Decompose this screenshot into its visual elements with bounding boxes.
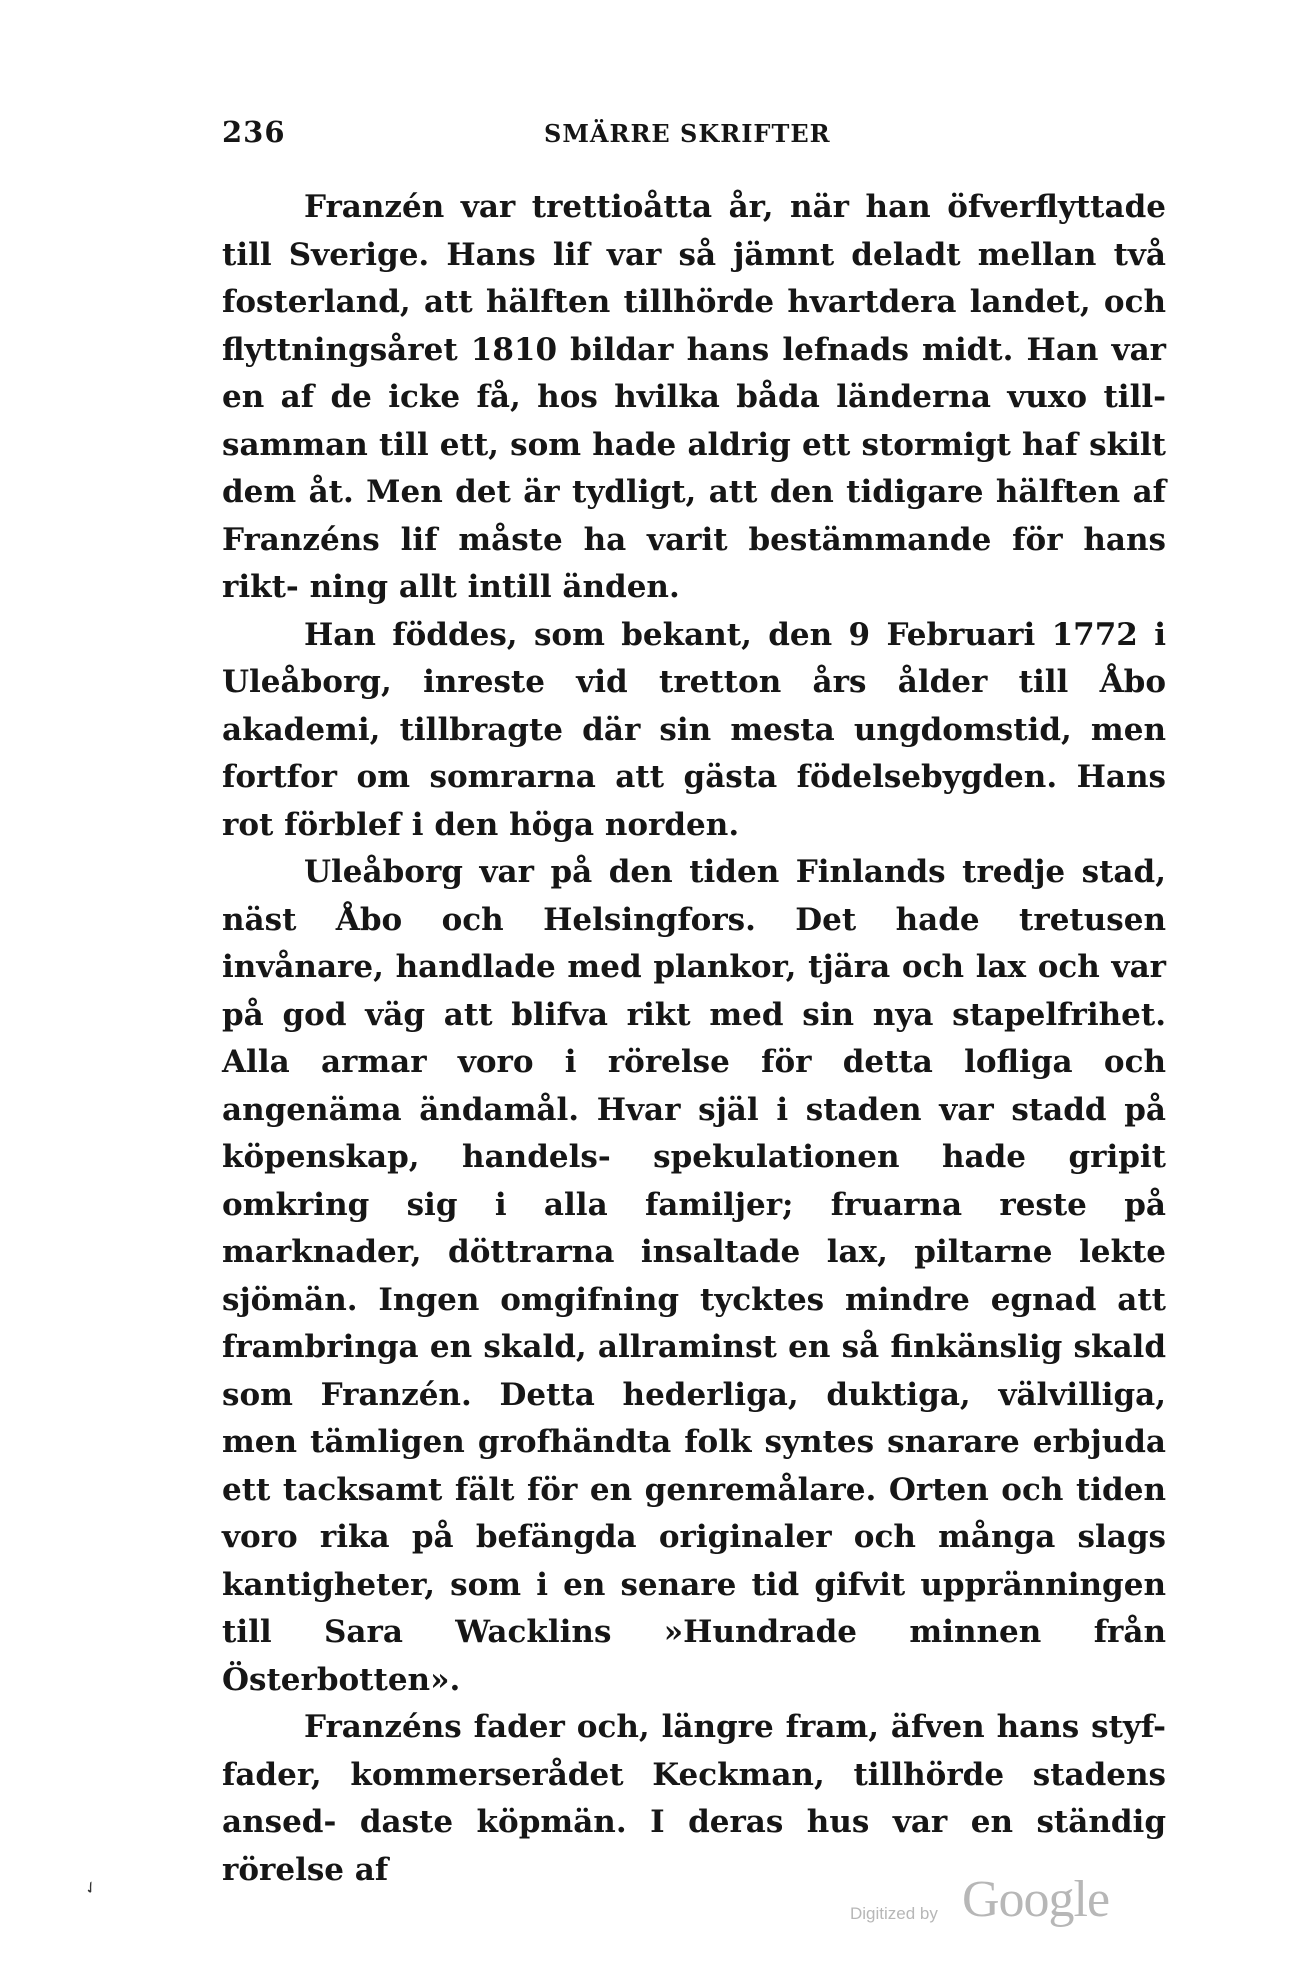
watermark-logo: Google [962, 1871, 1110, 1928]
ink-mark: ✓ [79, 1875, 102, 1900]
google-watermark [850, 1870, 1150, 1950]
paragraph-4: Franzéns fader och, längre fram, äfven hans styf- fader, kommerserådet Keckman, tillhörde stadens ansed- daste köpmän. I deras hus var en ständig rörelse af [222, 1709, 1166, 1888]
page-number: 236 [222, 115, 286, 149]
page-header [222, 115, 1082, 155]
paragraph-3: Uleåborg var på den tiden Finlands tredje stad, näst Åbo och Helsingfors. Det hade tretusen invånare, handlade med plankor, tjära och lax och var på god väg att blifva rikt med sin nya stapelfrihet. Alla armar voro i rörelse för detta lofliga och angenäma ändamål. Hvar själ i staden var stadd på köpenskap, handels- spekulationen hade gripit omkring sig i alla familjer; fruarna reste på marknader, döttrarna insaltade lax, piltarne lekte sjömän. Ingen omgifning tycktes mindre egnad att frambringa en skald, allraminst en så finkänslig skald som Franzén. Detta hederliga, duktiga, välvilliga, men tämligen grofhändta folk syntes snarare erbjuda ett tacksamt fält för en genremålare. Orten och tiden voro rika på befängda originaler och många slags kantigheter, som i en senare tid gifvit uppränningen till Sara Wacklins »Hundrade minnen från Österbotten». [222, 854, 1166, 1698]
watermark-prefix: Digitized by [850, 1904, 938, 1923]
body-text [222, 184, 1166, 1894]
paragraph-1: Franzén var trettioåtta år, när han öfverflyttade till Sverige. Hans lif var så jämnt deladt mellan två fosterland, att hälften tillhörde hvartdera landet, och flyttningsåret 1810 bildar hans lefnads midt. Han var en af de icke få, hos hvilka båda länderna vuxo till- samman till ett, som hade aldrig ett stormigt haf skilt dem åt. Men det är tydligt, att den tidigare hälften af Franzéns lif måste ha varit bestämmande för hans rikt- ning allt intill änden. [222, 189, 1166, 605]
paragraph-2: Han föddes, som bekant, den 9 Februari 1772 i Uleåborg, inreste vid tretton års ålder till Åbo akademi, tillbragte där sin mesta ungdomstid, men fortfor om somrarna att gästa födelsebygden. Hans rot förblef i den höga norden. [222, 616, 1166, 843]
running-title: SMÄRRE SKRIFTER [544, 119, 831, 148]
